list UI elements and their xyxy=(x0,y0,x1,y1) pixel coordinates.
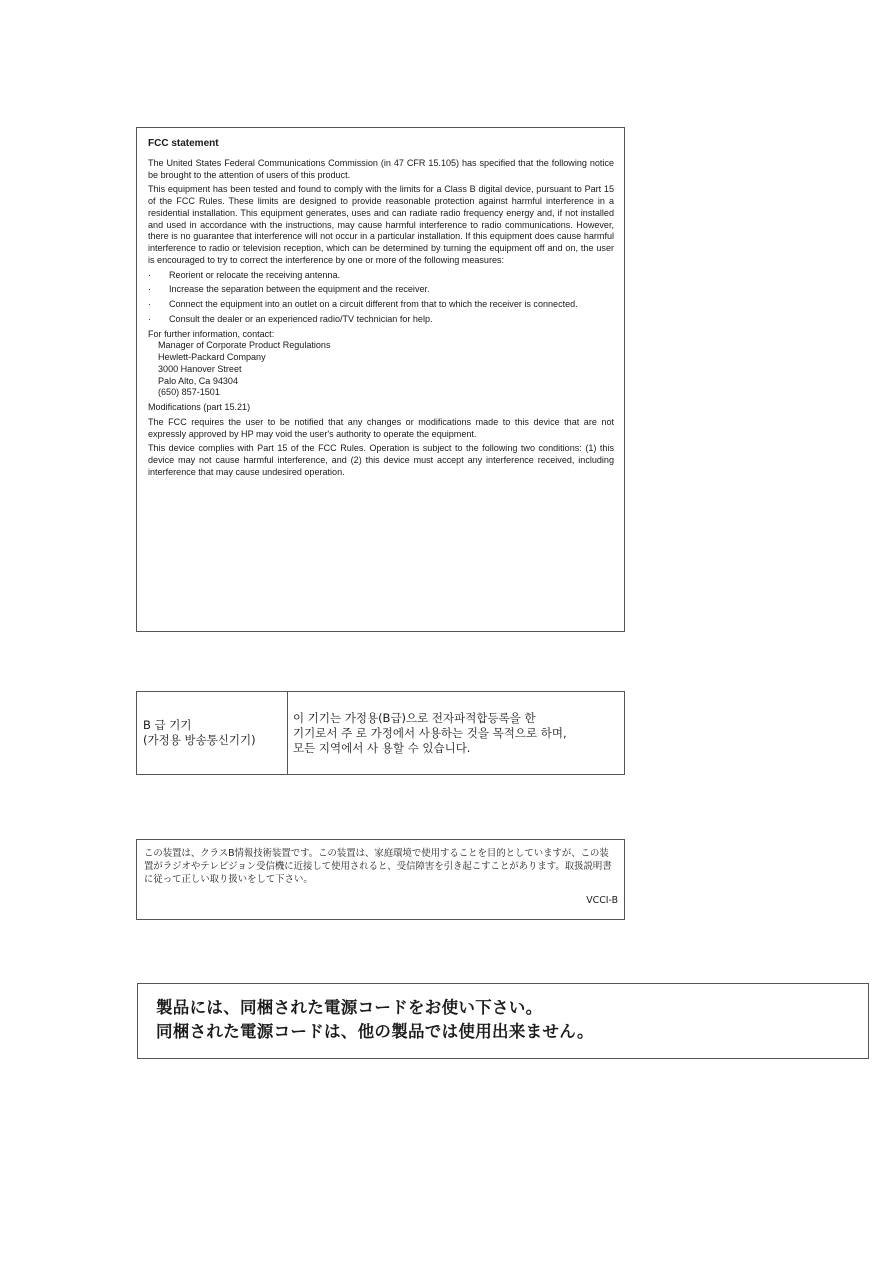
power-cord-line-2: 同梱された電源コードは、他の製品では使用出来ません。 xyxy=(156,1022,594,1041)
contact-line: Palo Alto, Ca 94304 xyxy=(158,375,238,386)
fcc-title: FCC statement xyxy=(148,138,219,149)
fcc-body: This equipment has been tested and found to comply with the limits for a Class B digital device, pursuant to Part 15 of the FCC Rules. These limits are designed to provide reasonable protection against harmful interference in a residential installation. This equipment generates, uses and can radiate radio frequency energy and, if not installed and used in accordance with the instructions, may cause harmful interference to radio communications. However, there is no guarantee that interference will not occur in a particular installation. If this equipment does cause harmful interference to radio or television reception, which can be determined by turning the equipment off and on, the user is encouraged to try to correct the interference by one or more of the following measures: xyxy=(148,184,614,265)
contact-line: Hewlett-Packard Company xyxy=(158,352,266,362)
vcci-notice-box xyxy=(136,839,625,920)
vcci-text: この装置は、クラスB情報技術装置です。この装置は、家庭環境で使用することを目的としていますが、この装置がラジオやテレビジョン受信機に近接して使用されると、受信障害を引き起こすことがあります。取扱説明書に従って正しい取り扱いをして下さい。 xyxy=(144,848,612,885)
contact-line: 3000 Hanover Street xyxy=(158,363,242,374)
contact-line: Manager of Corporate Product Regulations xyxy=(158,340,331,351)
korean-class-label: B 급 기기 (가정용 방송통신기기) xyxy=(137,692,288,774)
list-item: · Connect the equipment into an outlet on a circuit different from that to which the receiver is connected. xyxy=(148,299,578,309)
contact-line: (650) 857-1501 xyxy=(158,387,220,398)
fcc-modifications-heading: Modifications (part 15.21) xyxy=(148,402,251,412)
fcc-compliance: This device complies with Part 15 of the FCC Rules. Operation is subject to the following two conditions: (1) this device may not cause harmful interference, and (2) this device must accept any interference received, including interference that may cause undesired operation. xyxy=(148,443,614,477)
list-item: · Increase the separation between the equipment and the receiver. xyxy=(148,284,430,295)
power-cord-notice-box xyxy=(137,983,869,1059)
korean-notice-box xyxy=(136,691,625,775)
fcc-measures-list xyxy=(148,270,614,326)
list-item: · Consult the dealer or an experienced radio/TV technician for help. xyxy=(148,313,433,324)
power-cord-line-1: 製品には、同梱された電源コードをお使い下さい。 xyxy=(156,998,543,1017)
fcc-contact-address xyxy=(148,340,614,399)
list-item: · Reorient or relocate the receiving antenna. xyxy=(148,269,340,280)
korean-notice-text: 이 기기는 가정용(B급)으로 전자파적합등록을 한 기기로서 주 로 가정에서 사용하는 것을 목적으로 하며, 모든 지역에서 사 용할 수 있습니다. xyxy=(293,710,567,755)
fcc-modifications: The FCC requires the user to be notified that any changes or modifications made to this device that are not expressly approved by HP may void the user's authority to operate the equipment. xyxy=(148,416,614,439)
vcci-label: VCCI-B xyxy=(586,895,618,906)
fcc-contact-intro: For further information, contact: xyxy=(148,328,275,339)
fcc-statement-box xyxy=(136,127,625,632)
fcc-intro: The United States Federal Communications Commission (in 47 CFR 15.105) has specified that the following notice be brought to the attention of users of this product. xyxy=(148,157,614,180)
